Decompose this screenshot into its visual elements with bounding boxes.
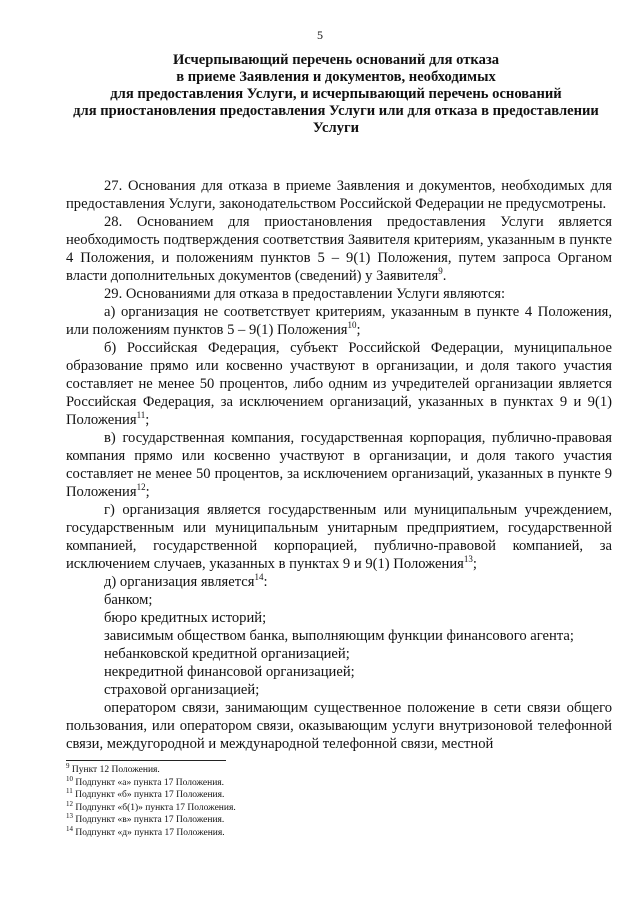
paragraph-29: [66, 285, 612, 303]
footnote-number: 10: [66, 774, 73, 783]
footnote-ref: 9: [438, 266, 443, 277]
subparagraph-b: б) Российская Федерация, субъект Российской Федерации, муниципальное образование прямо или косвенно участвуют в организации, и доля такого участия составляет не менее 50 процентов, либо одним из учредителей организации является Российская Федерация, за исключением организаций, указанных в пунктах 9 и 9(1) Положения$^{11}$;: [66, 340, 612, 428]
footnotes: [66, 761, 612, 840]
footnote-ref: 13: [463, 554, 473, 565]
list-item: бюро кредитных историй;: [104, 610, 267, 626]
footnote-item: $^{13}$ Подпункт «в» пункта 17 Положения.: [66, 812, 225, 826]
footnote-item: $^9$ Пункт 12 Положения.: [66, 761, 160, 775]
page-number: 5: [317, 28, 323, 42]
paragraph-29-text: 29. Основаниями для отказа в предоставлении Услуги являются:: [104, 286, 506, 302]
list-item: страховой организацией;: [104, 682, 260, 698]
title-line: для приостановления предоставления Услуги или для отказа в предоставлении: [73, 103, 599, 119]
subparagraph-g: г) организация является государственным или муниципальным учреждением, государственным или муниципальным унитарным предприятием, государственной компанией, государственной корпорацией, публично-правовой компанией, за исключением случаев, указанных в пунктах 9 и 9(1) Положения$^{13}$;: [66, 502, 612, 572]
document-body: [66, 177, 612, 753]
paragraph-continued: оператором связи, занимающим существенное положение в сети связи общего пользования, или оператором связи, оказывающим услуги внутризоновой телефонной связи, междугородной и международной телефонной связи, местной: [66, 700, 612, 752]
footnote-ref: 10: [347, 320, 357, 331]
footnote-number: 9: [66, 761, 70, 770]
list-item: банком;: [104, 592, 153, 608]
section-title: [62, 52, 610, 137]
title-line: для предоставления Услуги, и исчерпывающий перечень оснований: [110, 86, 562, 102]
subparagraph-d: д) организация является$^{14}$:: [104, 572, 268, 590]
paragraph-28: 28. Основанием для приостановления предоставления Услуги является необходимость подтверждения соответствия Заявителя критериям, указанным в пункте 4 Положения, и положениям пунктов 5 – 9(1) Положения, путем запроса Органом власти дополнительных документов (сведений) у Заявителя$^9$.: [66, 214, 612, 284]
footnote-item: $^{14}$ Подпункт «д» пункта 17 Положения.: [66, 824, 225, 838]
list-item: некредитной финансовой организацией;: [104, 664, 355, 680]
footnote-number: 14: [66, 824, 73, 833]
list-item: небанковской кредитной организацией;: [104, 646, 350, 662]
footnote-ref: 11: [136, 410, 146, 421]
subparagraph-v: в) государственная компания, государственная корпорация, публично-правовая компания прямо или косвенно участвуют в организации, и доля такого участия составляет не менее 50 процентов, за исключением организаций, указанных в пункте 9 Положения$^{12}$;: [66, 430, 612, 500]
footnote-ref: 12: [136, 482, 146, 493]
footnote-number: 12: [66, 799, 73, 808]
footnote-number: 11: [66, 787, 73, 796]
title-line: Услуги: [312, 120, 360, 136]
footnote-item: $^{11}$ Подпункт «б» пункта 17 Положения.: [66, 787, 225, 801]
footnote-number: 13: [66, 812, 73, 821]
footnote-item: $^{10}$ Подпункт «а» пункта 17 Положения.: [66, 774, 225, 788]
footnote-ref: 14: [254, 572, 264, 583]
subparagraph-a: а) организация не соответствует критериям, указанным в пункте 4 Положения, или положениям пунктов 5 – 9(1) Положения$^{10}$;: [66, 304, 612, 338]
paragraph-27: [66, 177, 612, 213]
title-line: в приеме Заявления и документов, необходимых: [176, 69, 496, 85]
paragraph-27-text: 27. Основания для отказа в приеме Заявления и документов, необходимых для предоставления Услуги, законодательством Российской Федерации не предусмотрены.: [66, 178, 612, 212]
list-item: зависимым обществом банка, выполняющим функции финансового агента;: [104, 628, 574, 644]
footnote-item: $^{12}$ Подпункт «б(1)» пункта 17 Положения.: [66, 799, 236, 813]
title-line: Исчерпывающий перечень оснований для отказа: [172, 52, 500, 68]
footnote-divider: [66, 760, 226, 761]
paragraph-28-text: 28. Основанием для приостановления предоставления Услуги является необходимость подтверждения соответствия Заявителя критериям, указанным в пункте 4 Положения, и положениям пунктов 5 – 9(1) Положения, путем запроса Органом власти дополнительных документов (сведений) у Заявителя: [66, 214, 612, 284]
